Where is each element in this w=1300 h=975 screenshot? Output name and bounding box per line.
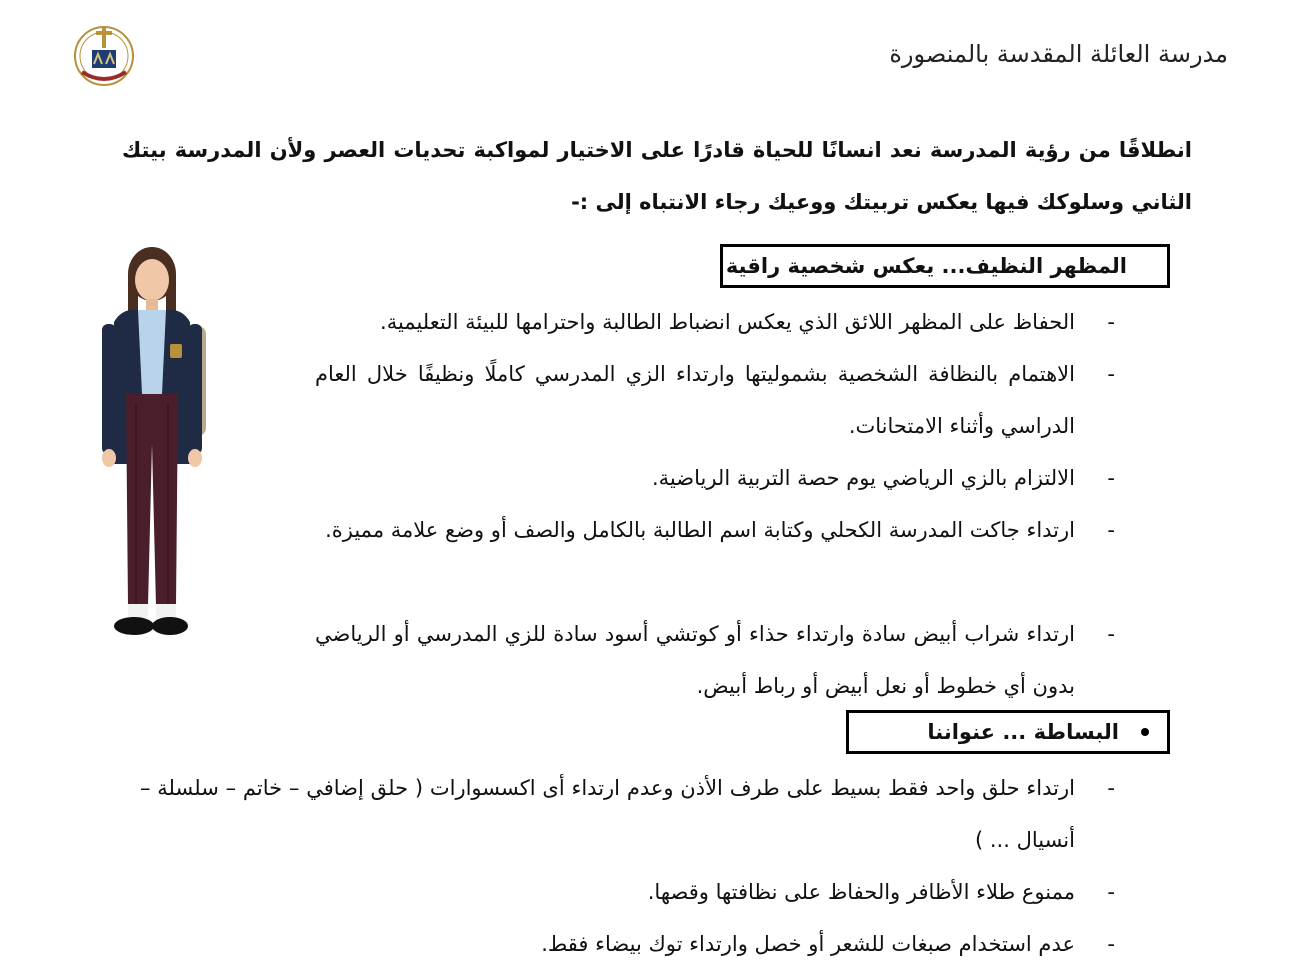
list-item: [140, 866, 1115, 918]
list-item-text: ارتداء حلق واحد فقط بسيط على طرف الأذن وعدم ارتداء أى اكسسوارات ( حلق إضافي – خاتم – سلسلة – أنسيال ... ): [140, 776, 1075, 852]
list-item: [315, 348, 1115, 452]
item-dash: -: [1107, 310, 1115, 334]
student-illustration: [92, 244, 222, 644]
item-dash: -: [1107, 880, 1115, 904]
list-item-text: عدم استخدام صبغات للشعر أو خصل وارتداء توك بيضاء فقط.: [541, 932, 1075, 956]
list-item: [140, 918, 1115, 970]
item-dash: -: [1107, 518, 1115, 542]
list-item: [315, 296, 1115, 348]
list-item-text: ارتداء جاكت المدرسة الكحلي وكتابة اسم الطالبة بالكامل والصف أو وضع علامة مميزة.: [325, 518, 1075, 542]
list-item-text: ارتداء شراب أبيض سادة وارتداء حذاء أو كوتشي أسود سادة للزي المدرسي أو الرياضي بدون أي خطوط أو نعل أبيض أو رباط أبيض.: [315, 622, 1075, 698]
list-item-text: الالتزام بالزي الرياضي يوم حصة التربية الرياضية.: [652, 466, 1075, 490]
list-item: [315, 608, 1115, 712]
item-dash: -: [1107, 932, 1115, 956]
list-item: [315, 452, 1115, 504]
intro-paragraph: انطلاقًا من رؤية المدرسة نعد انسانًا للحياة قادرًا على الاختيار لمواكبة تحديات العصر ولأن المدرسة بيتك الثاني وسلوكك فيها يعكس تربيتك ووعيك رجاء الانتباه إلى :-: [122, 138, 1192, 214]
school-logo: [72, 16, 136, 96]
school-name: مدرسة العائلة المقدسة بالمنصورة: [889, 40, 1228, 68]
section-heading-text: المظهر النظيف... يعكس شخصية راقية: [725, 254, 1127, 278]
item-dash: -: [1107, 466, 1115, 490]
section-heading-clean-appearance: [720, 244, 1170, 288]
list-item-text: الحفاظ على المظهر اللائق الذي يعكس انضباط الطالبة واحترامها للبيئة التعليمية.: [380, 310, 1075, 334]
list-item-text: ممنوع طلاء الأظافر والحفاظ على نظافتها وقصها.: [647, 880, 1075, 904]
list-item: [315, 504, 1115, 556]
school-crest-icon: [72, 16, 136, 96]
item-dash: -: [1107, 622, 1115, 646]
list-item: [140, 762, 1115, 866]
bullet-icon: [1141, 728, 1149, 736]
item-dash: -: [1107, 776, 1115, 800]
item-dash: -: [1107, 362, 1115, 386]
section-heading-text: البساطة ... عنواننا: [927, 720, 1119, 744]
section-heading-simplicity: [846, 710, 1170, 754]
student-in-uniform-icon: [92, 244, 222, 644]
list-item-text: الاهتمام بالنظافة الشخصية بشموليتها وارتداء الزي المدرسي كاملًا ونظيفًا خلال العام الدراسي وأثناء الامتحانات.: [315, 362, 1075, 438]
